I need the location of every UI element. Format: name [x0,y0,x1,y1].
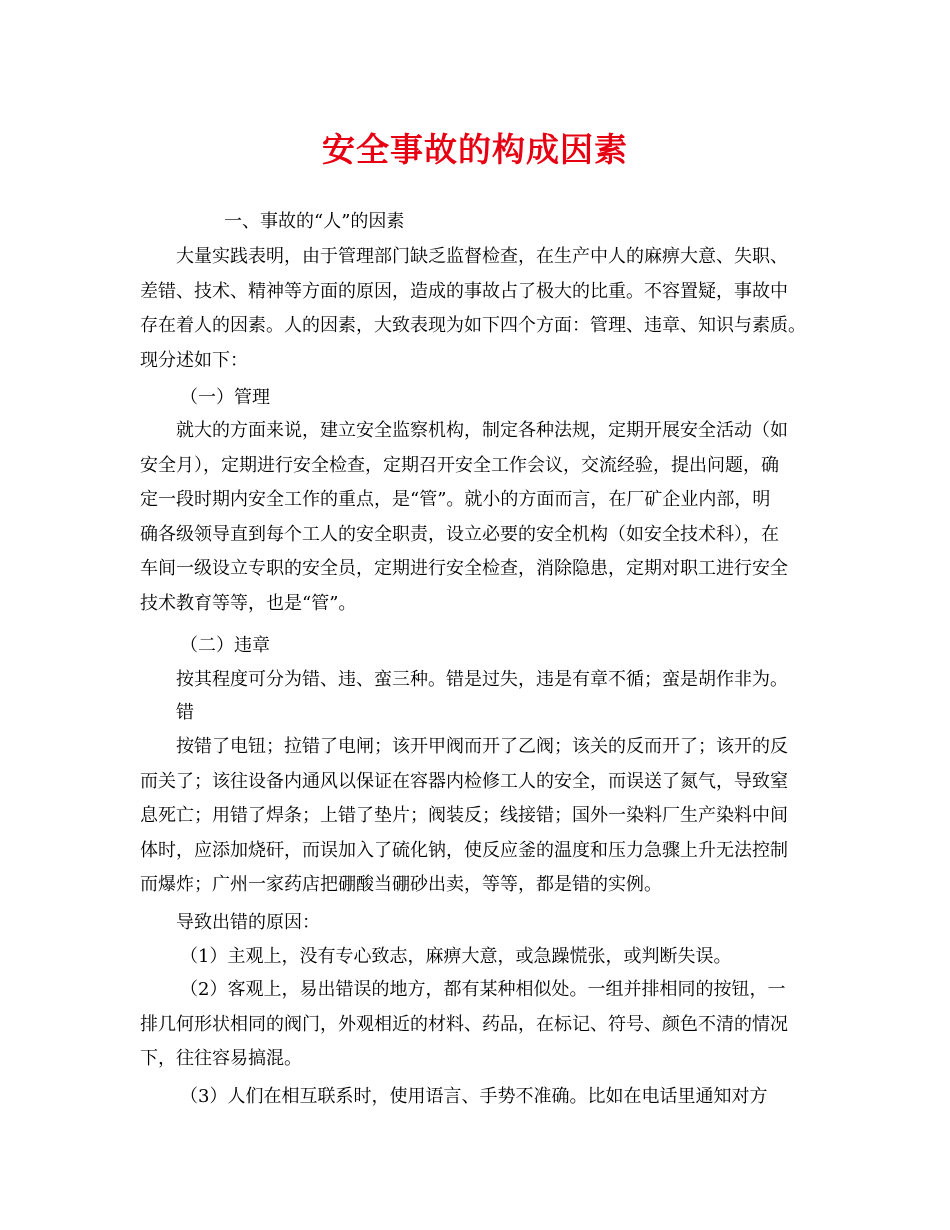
text-line: 确各级领导直到每个工人的安全职责，设立必要的安全机构（如安全技术科），在 [140,523,779,545]
text-line: 而关了；该往设备内通风以保证在容器内检修工人的安全，而误送了氮气，导致窒 [140,770,788,792]
text-line: 现分述如下： [140,349,248,371]
subheading-error: 错 [176,702,194,723]
text-line: 下，往往容易搞混。 [140,1048,302,1070]
cause-item-1: （1）主观上，没有专心致志，麻痹大意，或急躁慌张，或判断失误。 [180,946,732,967]
paragraph-violation: 按其程度可分为错、违、蛮三种。错是过失，违是有章不循；蛮是胡作非为。 [176,669,788,690]
text-line: 排几何形状相同的阀门，外观相近的材料、药品，在标记、符号、颜色不清的情况 [140,1013,788,1035]
text-line: 就大的方面来说，建立安全监察机构，制定各种法规，定期开展安全活动（如 [176,420,788,441]
section-heading-human-factors: 一、事故的“人”的因素 [224,211,405,232]
text-line: 按错了电钮；拉错了电闸；该开甲阀而开了乙阀；该关的反而开了；该开的反 [176,736,788,757]
text-line: 体时，应添加烧矸，而误加入了硫化钠，使反应釜的温度和压力急骤上升无法控制 [140,839,788,861]
text-line: 技术教育等等，也是“管”。 [140,592,357,614]
cause-item-2 [140,973,816,1077]
text-line: 车间一级设立专职的安全员，定期进行安全检查，消除隐患，定期对职工进行安全 [140,558,788,580]
text-line: 息死亡；用错了焊条；上错了垫片；阀装反；线接错；国外一染料厂生产染料中间 [140,805,788,827]
paragraph-intro [140,240,816,378]
text-line: 大量实践表明，由于管理部门缺乏监督检查，在生产中人的麻痹大意、失职、 [176,246,788,267]
subheading-management: （一）管理 [180,387,270,408]
text-line: 差错、技术、精神等方面的原因，造成的事故占了极大的比重。不容置疑，事故中 [140,280,788,302]
paragraph-error-examples [140,730,816,903]
subheading-error-causes: 导致出错的原因： [176,912,320,933]
subheading-violation: （二）违章 [180,635,270,656]
text-line: 而爆炸；广州一家药店把硼酸当硼砂出卖，等等，都是错的实例。 [140,874,662,896]
text-line: 安全月），定期进行安全检查，定期召开安全工作会议，交流经验，提出问题，确 [140,454,779,476]
text-line: （2）客观上，易出错误的地方，都有某种相似处。一组并排相同的按钮，一 [180,979,786,1000]
paragraph-management [140,414,816,622]
text-line: 定一段时期内安全工作的重点，是“管”。就小的方面而言，在厂矿企业内部，明 [140,489,771,511]
cause-item-3: （3）人们在相互联系时，使用语言、手势不准确。比如在电话里通知对方 [180,1086,768,1107]
text-line: 存在着人的因素。人的因素，大致表现为如下四个方面：管理、违章、知识与素质。 [140,315,806,337]
document-title: 安全事故的构成因素 [322,130,628,169]
